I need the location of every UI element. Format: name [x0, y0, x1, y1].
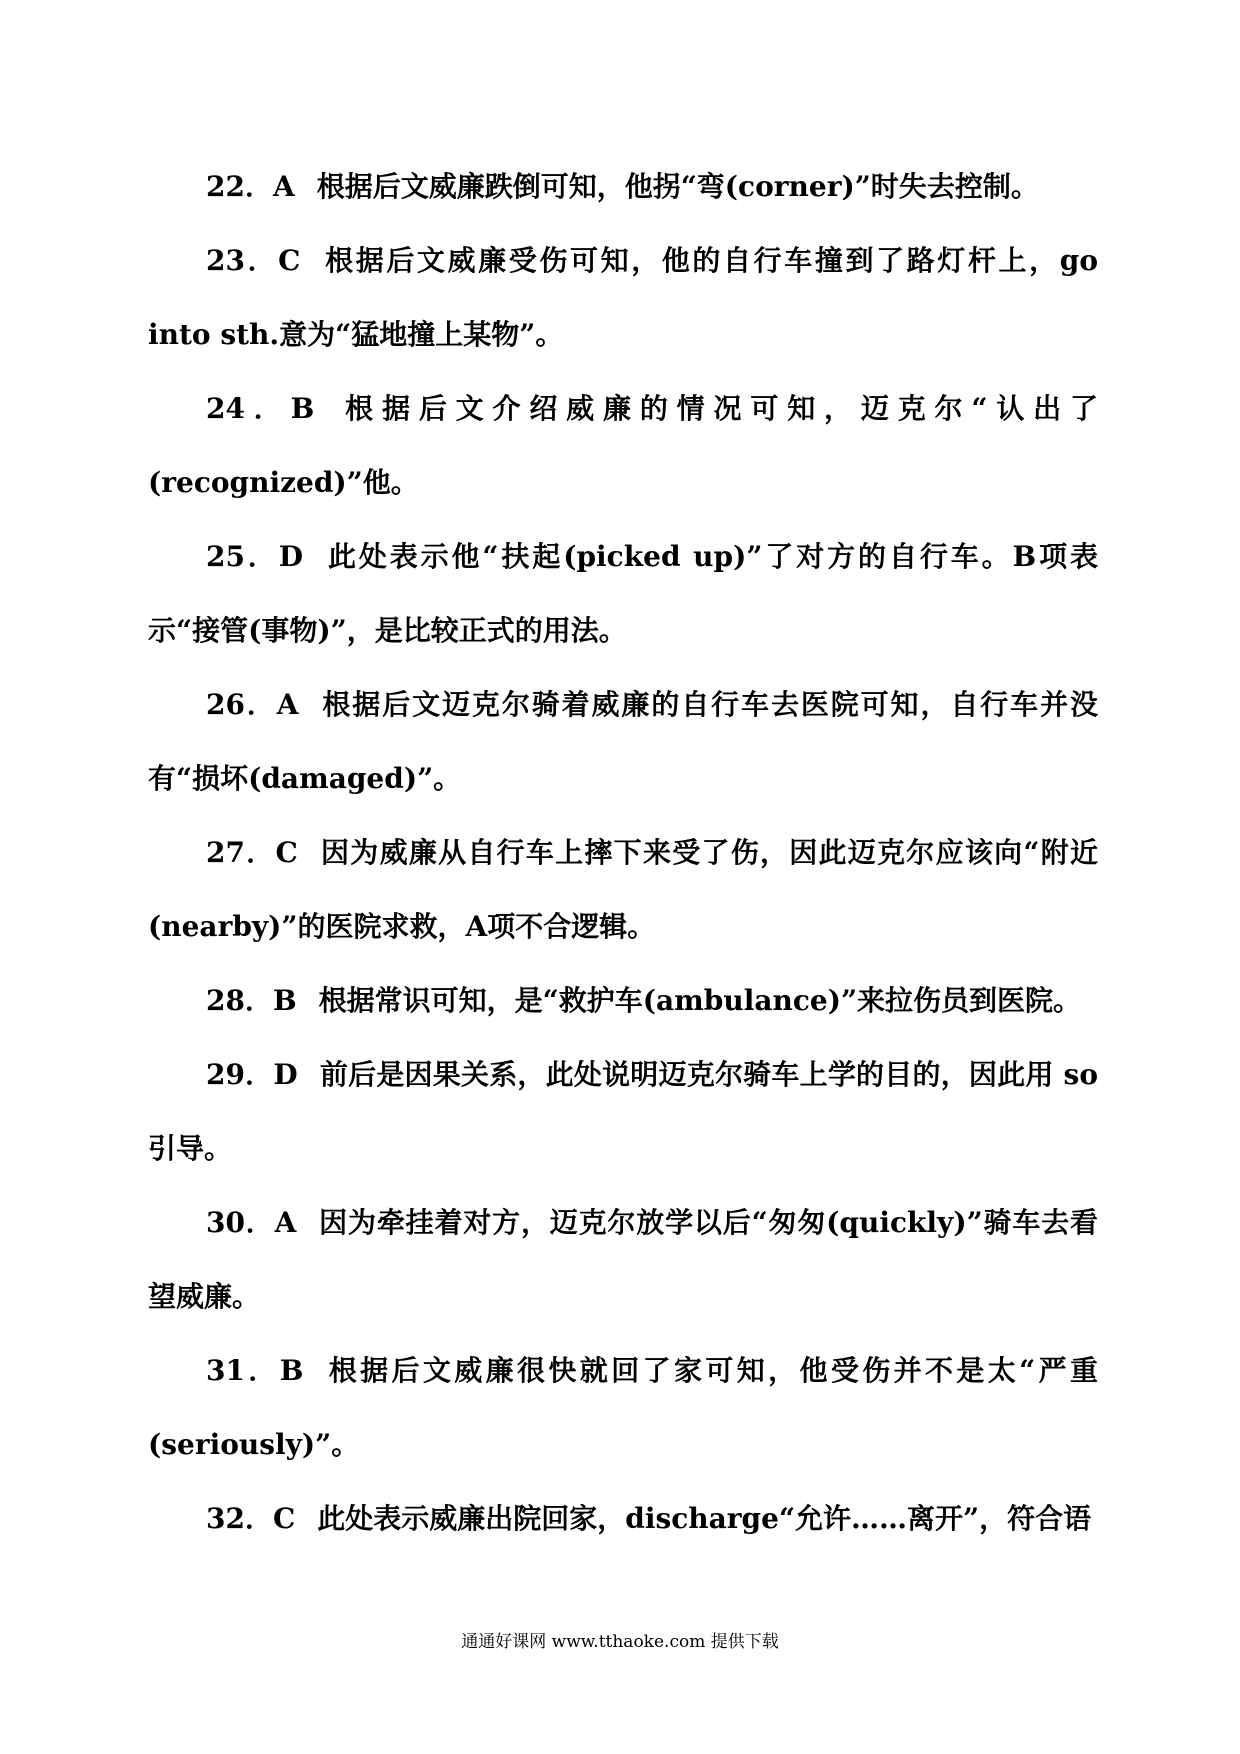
answer-number: 27．C: [206, 836, 298, 869]
answer-number: 32．C: [206, 1502, 296, 1535]
answer-item-31: [148, 1334, 1098, 1482]
answer-item-24: [148, 372, 1098, 520]
answer-explanations: [148, 150, 1098, 1556]
answer-explanation: 根据后文威廉很快就回了家可知，他受伤并不是太“严重(seriously)”。: [148, 1354, 1098, 1461]
answer-item-28: [148, 964, 1098, 1038]
answer-explanation: 根据后文威廉跌倒可知，他拐“弯(corner)”时失去控制。: [316, 170, 1039, 203]
answer-item-29: [148, 1038, 1098, 1186]
answer-explanation: 根据后文威廉受伤可知，他的自行车撞到了路灯杆上，go into sth.意为“猛地撞上某物”。: [148, 244, 1098, 351]
answer-explanation: 前后是因果关系，此处说明迈克尔骑车上学的目的，因此用 so 引导。: [148, 1058, 1098, 1165]
page-footer: 通通好课网 www.tthaoke.com 提供下载: [461, 1632, 779, 1652]
answer-item-25: [148, 520, 1098, 668]
answer-number: 31．B: [206, 1354, 304, 1387]
answer-explanation: 因为威廉从自行车上摔下来受了伤，因此迈克尔应该向“附近(nearby)”的医院求救，A项不合逻辑。: [148, 836, 1098, 943]
answer-number: 22．A: [206, 170, 295, 203]
answer-explanation: 此处表示威廉出院回家，discharge“允许……离开”，符合语: [317, 1502, 1092, 1535]
answer-item-22: [148, 150, 1098, 224]
answer-number: 24．B: [206, 392, 315, 425]
answer-item-32: [148, 1482, 1098, 1556]
answer-number: 26．A: [206, 688, 299, 721]
answer-number: 25．D: [206, 540, 304, 573]
answer-explanation: 根据后文介绍威廉的情况可知，迈克尔“认出了(recognized)”他。: [148, 392, 1098, 499]
answer-item-30: [148, 1186, 1098, 1334]
answer-number: 23．C: [206, 244, 301, 277]
answer-explanation: 根据常识可知，是“救护车(ambulance)”来拉伤员到医院。: [318, 984, 1082, 1017]
answer-item-27: [148, 816, 1098, 964]
answer-explanation: 此处表示他“扶起(picked up)”了对方的自行车。B项表示“接管(事物)”，是比较正式的用法。: [148, 540, 1098, 647]
answer-number: 28．B: [206, 984, 297, 1017]
answer-explanation: 因为牵挂着对方，迈克尔放学以后“匆匆(quickly)”骑车去看望威廉。: [148, 1206, 1098, 1313]
answer-explanation: 根据后文迈克尔骑着威廉的自行车去医院可知，自行车并没有“损坏(damaged)”。: [148, 688, 1098, 795]
answer-number: 30．A: [206, 1206, 297, 1239]
answer-number: 29．D: [206, 1058, 298, 1091]
answer-item-26: [148, 668, 1098, 816]
answer-item-23: [148, 224, 1098, 372]
